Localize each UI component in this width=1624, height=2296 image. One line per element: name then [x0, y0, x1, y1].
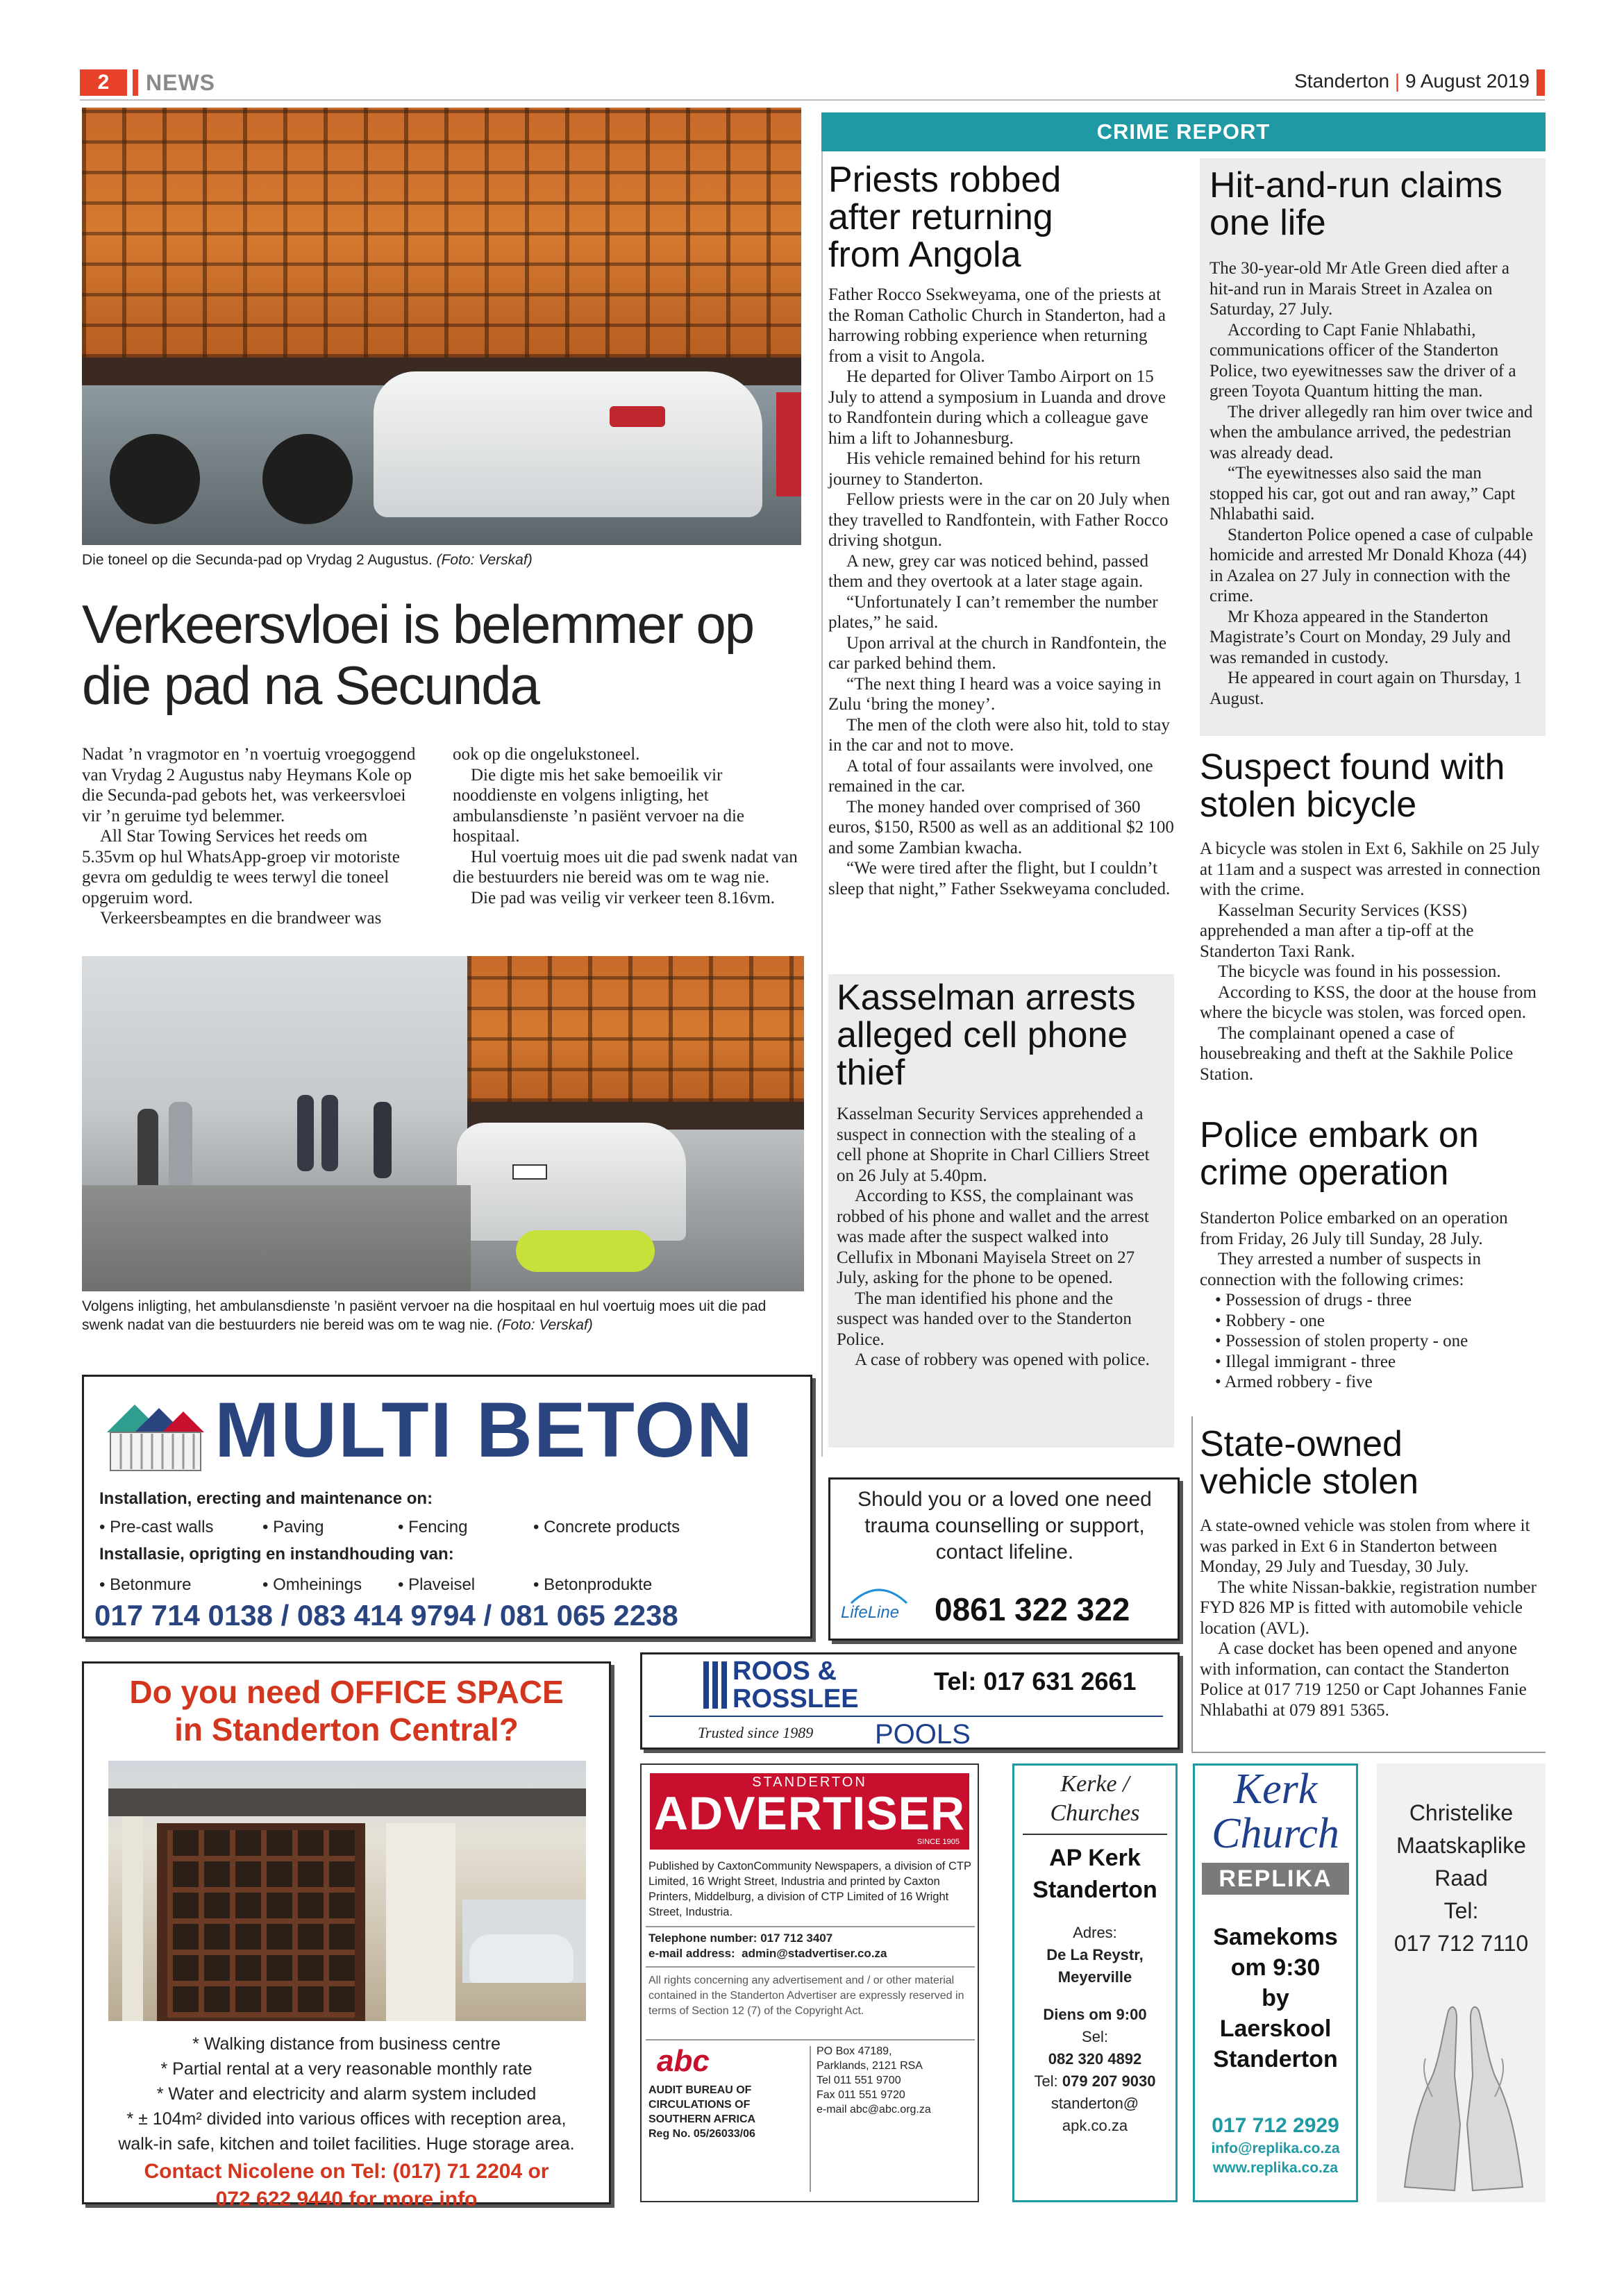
paragraph: A case docket has been opened and anyone with information, can contact the Standerton Police at 017 719 1250 or Capt Johannes Fanie Nhlabathi at 079 891 5365. [1200, 1639, 1527, 1720]
paragraph: The bicycle was found in his possession. [1218, 962, 1501, 981]
office-detail-line: * Partial rental at a very reasonable monthly rate [160, 2059, 533, 2079]
cmr-text [1377, 1797, 1546, 1960]
lifeline-text: Should you or a loved one need trauma counselling or support, contact lifeline. [857, 1488, 1152, 1564]
paragraph: His vehicle remained behind for his return journey to Standerton. [828, 449, 1141, 489]
replika-logo: REPLIKA [1202, 1863, 1349, 1895]
email-line[interactable]: standerton@ [1050, 2095, 1139, 2112]
adres-line: Meyerville [1057, 1968, 1132, 1986]
header-end-bar [1537, 69, 1545, 96]
cmr-line: Raad [1434, 1866, 1488, 1891]
service-line: Laerskool [1219, 2016, 1332, 2042]
headline-line: Priests robbed [828, 160, 1062, 200]
ap-kerk-name [1014, 1842, 1175, 1906]
praying-hands-icon [1391, 1993, 1537, 2194]
photo1-credit: (Foto: Verskaf) [436, 552, 533, 568]
service-item: • Paving [262, 1518, 324, 1536]
multibeton-en-heading: Installation, erecting and maintenance on: [99, 1489, 433, 1508]
abc-line: AUDIT BUREAU OF [648, 2084, 752, 2096]
abc-logo: abc [657, 2044, 710, 2078]
service-item: • Plaveisel [398, 1575, 476, 1594]
paragraph: ook op die ongelukstoneel. [453, 745, 640, 764]
advertiser-logo-name: ADVERTISER [653, 1787, 966, 1840]
tel-number[interactable]: 079 207 9030 [1062, 2072, 1156, 2090]
page-number: 2 [80, 69, 127, 96]
roos-pools: POOLS [875, 1719, 971, 1750]
roos-name-line2: ROSSLEE [733, 1684, 859, 1713]
cmr-phone[interactable]: 017 712 7110 [1393, 1931, 1529, 1956]
priests-story [828, 285, 1178, 899]
replika-email[interactable]: info@replika.co.za [1211, 2140, 1340, 2156]
paragraph: Father Rocco Ssekweyama, one of the priests at the Roman Catholic Church in Standerton, had a harrowing robbing experience when returning from a visit to Angola. [828, 285, 1166, 366]
kerke-title-line1: Kerke / [1060, 1771, 1130, 1797]
headline-line: State-owned [1200, 1424, 1403, 1464]
paragraph: The men of the cloth were also hit, told to stay in the car and not to move. [828, 715, 1170, 755]
headline-line: one life [1209, 203, 1326, 243]
paper-name: Standerton [1294, 70, 1390, 92]
paragraph: Standerton Police embarked on an operation from Friday, 26 July till Sunday, 28 July. [1200, 1209, 1508, 1248]
paragraph: The white Nissan-bakkie, registration number FYD 826 MP is fitted with automobile vehicle location (AVL). [1200, 1577, 1537, 1638]
crime-list-item: • Robbery - one [1215, 1311, 1325, 1330]
replika-title [1195, 1767, 1356, 1856]
advertiser-published: Published by CaxtonCommunity Newspapers, a division of CTP Limited, 16 Wright Street, Industria and printed by Caxton Printers, Middelburg, a division of CTP Limited of 16 Wright Street, Industria. [648, 1860, 971, 1918]
roos-name-line1: ROOS & [733, 1657, 837, 1686]
replika-title-line2: Church [1212, 1810, 1339, 1857]
replika-contact[interactable] [1195, 2113, 1356, 2178]
paragraph: A bicycle was stolen in Ext 6, Sakhile on 25 July at 11am and a suspect was arrested in connection with the crime. [1200, 839, 1541, 899]
main-headline-line2: die pad na Secunda [82, 655, 539, 716]
service-line: Standerton [1213, 2046, 1338, 2072]
abc-line: SOUTHERN AFRICA [648, 2113, 756, 2125]
headline-line: alleged cell phone [837, 1015, 1128, 1055]
paragraph: “We were tired after the flight, but I couldn’t sleep that night,” Father Ssekweyama concluded. [828, 859, 1171, 898]
paragraph: “The eyewitnesses also said the man stopped his car, got out and ran away,” Capt Nhlabathi said. [1209, 464, 1516, 523]
office-detail-line: * Walking distance from business centre [192, 2034, 501, 2054]
office-headline-line2: in Standerton Central? [174, 1711, 519, 1748]
photo2-caption-text: Volgens inligting, het ambulansdienste ’n pasiënt vervoer na die hospitaal en hul voertuig moes uit die pad swenk nadat van die bestuurders nie bereid was om te wag nie. [82, 1298, 767, 1333]
crash-photo-2 [82, 956, 804, 1291]
paragraph: They arrested a number of suspects in connection with the following crimes: [1200, 1250, 1482, 1289]
photo2-caption [82, 1297, 804, 1334]
house-logo-icon [103, 1391, 208, 1474]
lifeline-ad[interactable] [828, 1477, 1180, 1641]
photo1-caption [82, 551, 804, 569]
main-story-col2 [453, 744, 807, 908]
headline-line: Suspect found with [1200, 747, 1505, 787]
ap-kerk-details [1014, 1922, 1175, 2137]
cmr-ad[interactable] [1377, 1763, 1546, 2202]
main-story-col1 [82, 744, 421, 929]
lifeline-logo-icon [848, 1584, 910, 1604]
multibeton-phones[interactable]: 017 714 0138 / 083 414 9794 / 081 065 2238 [94, 1599, 678, 1632]
service-item: • Betonprodukte [533, 1575, 653, 1594]
paragraph: According to KSS, the complainant was robbed of his phone and wallet and the arrest was made after the suspect walked into Cellufix in Mbonani Mayisela Street on 27 July, asking for the phone to be opened. [837, 1187, 1149, 1287]
crime-report-banner: CRIME REPORT [821, 112, 1546, 151]
advertiser-box [640, 1763, 979, 2202]
sel-number[interactable]: 082 320 4892 [1048, 2050, 1142, 2068]
page-header [80, 66, 1545, 101]
multibeton-name: MULTI BETON [215, 1386, 754, 1473]
paragraph: Verkeersbeamptes en die brandweer was [100, 909, 382, 928]
replika-ad[interactable] [1193, 1763, 1358, 2202]
header-bar [133, 69, 138, 96]
lifeline-phone[interactable]: 0861 322 322 [935, 1591, 1130, 1627]
kerk-name-line1: AP Kerk [1049, 1845, 1141, 1871]
cmr-line: Tel: [1443, 1898, 1479, 1923]
paragraph: According to KSS, the door at the house from where the bicycle was stolen, was forced open. [1200, 982, 1537, 1022]
cmr-line: Maatskaplike [1396, 1833, 1526, 1858]
paragraph: The driver allegedly ran him over twice and when the ambulance arrived, the pedestrian was already dead. [1209, 402, 1533, 462]
issue-date: 9 August 2019 [1405, 70, 1530, 92]
kerke-title [1014, 1770, 1175, 1828]
office-contact[interactable] [84, 2158, 609, 2213]
headline-line: Police embark on [1200, 1115, 1479, 1155]
advertiser-logo-top: STANDERTON [752, 1775, 867, 1790]
header-rule [80, 99, 1545, 101]
service-item: • Pre-cast walls [99, 1518, 214, 1536]
paragraph: “The next thing I heard was a voice saying in Zulu ‘bring the money’. [828, 674, 1162, 714]
abc-line: CIRCULATIONS OF [648, 2099, 751, 2111]
headline-line: from Angola [828, 235, 1021, 275]
roos-tagline: Trusted since 1989 [698, 1724, 814, 1741]
advertiser-logo [650, 1773, 969, 1850]
headline-line: Kasselman arrests [837, 978, 1136, 1018]
paragraph: The 30-year-old Mr Atle Green died after a hit-and run in Marais Street in Azalea on Saturday, 27 July. [1209, 259, 1509, 319]
paragraph: A new, grey car was noticed behind, passed them and they overtook at a later stage again. [828, 551, 1149, 591]
service-item: • Fencing [398, 1518, 468, 1536]
office-details [84, 2031, 609, 2156]
paragraph: Hul voertuig moes uit die pad swenk nadat van die bestuurders nie bereid was om te wag nie. [453, 847, 798, 887]
paragraph: A total of four assailants were involved, one remained in the car. [828, 756, 1153, 796]
office-ad[interactable] [82, 1661, 611, 2211]
advertiser-email[interactable]: e-mail address: admin@stadvertiser.co.za [648, 1947, 887, 1960]
abc-lines [648, 2083, 808, 2141]
section-label: NEWS [146, 70, 215, 95]
kerke-title-line2: Churches [1050, 1800, 1140, 1826]
main-headline [82, 594, 818, 716]
ap-kerk-ad[interactable] [1012, 1763, 1178, 2202]
paragraph: Die pad was veilig vir verkeer teen 8.16vm. [471, 888, 776, 907]
crime-report-divider [821, 151, 823, 1457]
roos-rule [649, 1716, 1163, 1717]
replika-title-line1: Kerk [1233, 1766, 1318, 1813]
tel-label: Tel: [1034, 2072, 1058, 2090]
paragraph: A state-owned vehicle was stolen from where it was parked in Ext 6 in Standerton between Monday, 29 July and Tuesday, 30 July. [1200, 1516, 1530, 1576]
multibeton-af-heading: Installasie, oprigting en instandhouding van: [99, 1545, 454, 1564]
advertiser-logo-since: SINCE 1905 [916, 1838, 960, 1846]
address-line: PO Box 47189, [817, 2045, 892, 2057]
office-detail-line: * ± 104m² divided into various offices with reception area, [126, 2109, 567, 2129]
bicycle-headline [1200, 748, 1547, 823]
service-item: • Betonmure [99, 1575, 192, 1594]
state-vehicle-headline [1200, 1425, 1533, 1500]
replika-phone[interactable]: 017 712 2929 [1212, 2114, 1339, 2137]
address-line[interactable]: e-mail abc@abc.org.za [817, 2104, 931, 2115]
roos-name [733, 1657, 859, 1713]
headline-line: crime operation [1200, 1153, 1449, 1193]
diens-time: Diens om 9:00 [1043, 2006, 1147, 2023]
paragraph: Upon arrival at the church in Randfontein, the car parked behind them. [828, 633, 1166, 673]
headline-line: thief [837, 1053, 905, 1093]
hitrun-headline [1209, 167, 1543, 242]
abc-address [817, 2044, 976, 2117]
crime-list-item: • Possession of drugs - three [1215, 1291, 1412, 1309]
priests-headline [828, 161, 1189, 274]
address-line: Tel 011 551 9700 [817, 2075, 901, 2086]
kasselman-story [837, 1104, 1163, 1371]
advertiser-telephone: Telephone number: 017 712 3407 [648, 1932, 833, 1945]
crime-list-item: • Possession of stolen property - one [1215, 1332, 1468, 1350]
paragraph: He departed for Oliver Tambo Airport on 15 July to attend a symposium in Luanda and drove to Randfontein during which a colleague gave him a lift to Johannesburg. [828, 367, 1166, 448]
police-op-headline [1200, 1116, 1547, 1191]
paragraph: All Star Towing Services het reeds om 5.35vm op hul WhatsApp-groep vir motoriste gevra om geduldig te wees terwyl die toneel opgeruim word. [82, 827, 400, 907]
kerk-name-line2: Standerton [1032, 1877, 1157, 1903]
multibeton-ad[interactable] [82, 1375, 812, 1639]
office-headline [84, 1673, 609, 1748]
service-line: by [1262, 1985, 1289, 2011]
police-op-story [1200, 1208, 1543, 1393]
headline-line: Hit-and-run claims [1209, 165, 1502, 206]
paragraph: According to Capt Fanie Nhlabathi, communications officer of the Standerton Police, two eyewitnesses saw the driver of a green Toyota Quantum hitting the man. [1209, 320, 1516, 401]
service-line: Samekoms [1213, 1924, 1338, 1950]
header-paper-date: Standerton | 9 August 2019 [1294, 70, 1530, 92]
bicycle-story [1200, 839, 1543, 1084]
paragraph: “Unfortunately I can’t remember the number plates,” he said. [828, 592, 1158, 632]
paragraph: Kasselman Security Services apprehended a suspect in connection with the stealing of a cell phone at Shoprite in Charl Cilliers Street on 26 July at 5.40pm. [837, 1105, 1150, 1185]
lifeline-logo: LifeLine [841, 1603, 900, 1622]
advertiser-rights: All rights concerning any advertisement and / or other material contained in the Standerton Advertiser are expressly reserved in terms of Section 12 (7) of the Copyright Act. [648, 1975, 964, 2017]
office-contact-line2: 072 622 9440 for more info [215, 2188, 478, 2211]
paragraph: Standerton Police opened a case of culpable homicide and arrested Mr Donald Khoza (44) in Azalea on 27 July in connection with the crime. [1209, 525, 1534, 605]
office-detail-line: * Water and electricity and alarm system included [156, 2084, 537, 2104]
paragraph: The man identified his phone and the suspect was handed over to the Standerton Police. [837, 1289, 1132, 1349]
address-line: Fax 011 551 9720 [817, 2089, 905, 2101]
state-vehicle-story [1200, 1516, 1540, 1720]
service-item: • Omheinings [262, 1575, 362, 1594]
crime-list-item: • Illegal immigrant - three [1215, 1352, 1396, 1371]
abc-line: Reg No. 05/26033/06 [648, 2128, 755, 2140]
paragraph: Die digte mis het sake bemoeilik vir nooddienste en volgens inligting, het ambulansdienste ’n pasiënt vervoer na die hospitaal. [453, 765, 744, 846]
replika-service [1195, 1922, 1356, 2075]
sel-label: Sel: [1082, 2028, 1108, 2045]
address-line: Parklands, 2121 RSA [817, 2060, 923, 2072]
paragraph: Nadat ’n vragmotor en ’n voertuig vroegoggend van Vrydag 2 Augustus naby Heymans Kole op die Secunda-pad gebots het, was verkeersvloei vir ’n geruime tyd belemmer. [82, 745, 416, 826]
hitrun-story [1209, 258, 1536, 709]
office-detail-line: walk-in safe, kitchen and toilet facilities. Huge storage area. [118, 2134, 575, 2154]
kasselman-headline [837, 979, 1170, 1091]
office-contact-line1: Contact Nicolene on Tel: (017) 71 2204 or [144, 2160, 549, 2183]
email-line[interactable]: apk.co.za [1062, 2117, 1128, 2134]
paragraph: The money handed over comprised of 360 euros, $150, R500 as well as an additional $2 100 and some Zambian kwacha. [828, 797, 1174, 857]
crime-list-item: • Armed robbery - five [1215, 1373, 1373, 1391]
paragraph: Fellow priests were in the car on 20 July when they travelled to Randfontein, with Father Rocco driving shotgun. [828, 490, 1170, 550]
photo1-caption-text: Die toneel op die Secunda-pad op Vrydag 2 Augustus. [82, 552, 433, 568]
roos-rosslee-ad[interactable] [640, 1652, 1180, 1750]
roos-tel[interactable]: Tel: 017 631 2661 [934, 1667, 1137, 1695]
replika-web[interactable]: www.replika.co.za [1212, 2160, 1339, 2176]
paragraph: A case of robbery was opened with police. [855, 1350, 1150, 1369]
adres-line: De La Reystr, [1046, 1946, 1144, 1963]
paragraph: Kasselman Security Services (KSS) apprehended a man after a tip-off at the Standerton Taxi Rank. [1200, 900, 1474, 961]
paragraph: Mr Khoza appeared in the Standerton Magistrate’s Court on Monday, 29 July and was remanded in custody. [1209, 607, 1511, 667]
cmr-line: Christelike [1409, 1800, 1514, 1825]
office-building-photo [108, 1761, 586, 2021]
paragraph: The complainant opened a case of housebreaking and theft at the Sakhile Police Station. [1200, 1023, 1514, 1084]
adres-label: Adres: [1073, 1924, 1117, 1941]
office-headline-line1: Do you need OFFICE SPACE [129, 1674, 564, 1710]
service-line: om 9:30 [1230, 1954, 1321, 1981]
photo2-credit: (Foto: Verskaf) [496, 1317, 593, 1333]
main-headline-line1: Verkeersvloei is belemmer op [82, 594, 754, 655]
service-item: • Concrete products [533, 1518, 680, 1536]
paragraph: He appeared in court again on Thursday, 1 August. [1209, 669, 1523, 708]
crash-photo-1 [82, 108, 801, 545]
headline-line: after returning [828, 197, 1053, 237]
headline-line: vehicle stolen [1200, 1461, 1419, 1502]
roos-logo-icon [703, 1661, 727, 1709]
headline-line: stolen bicycle [1200, 785, 1417, 825]
